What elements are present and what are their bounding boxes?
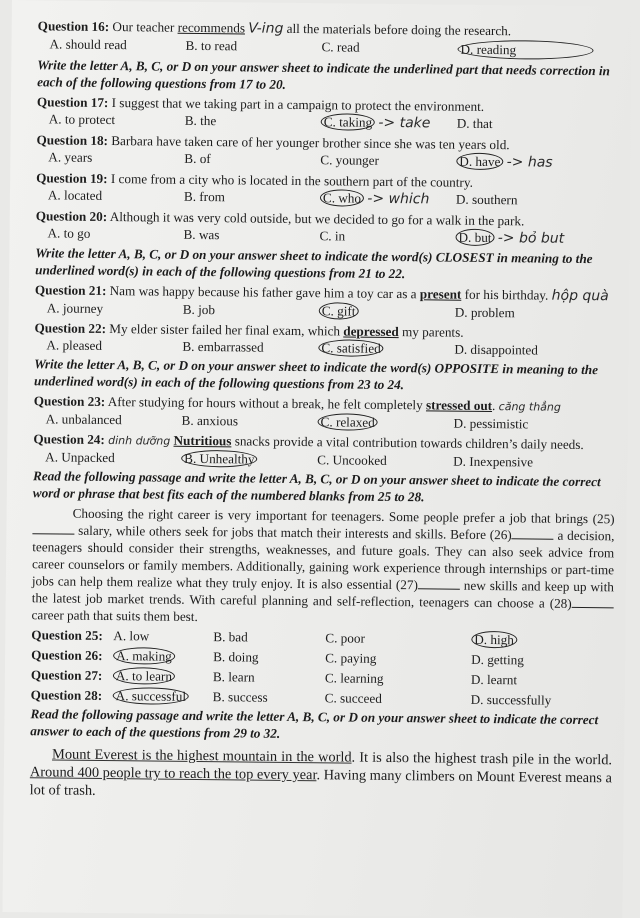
handwritten-correction: -> has [506,154,553,171]
option-a-selected: A. to learn [113,667,175,685]
handwritten-correction: -> which [367,190,430,208]
option-c-selected: C. who [320,189,364,206]
handwritten-note: căng thẳng [498,400,561,414]
option-a-selected: A. making [113,647,175,665]
blank-26 [512,538,554,539]
instruction-25-28: Read the following passage and write the letter A, B, C, or D on your answer sheet to indicate the correct word or phrase that best fits each of the numbered blanks from 25 to 28. [32,468,601,504]
option-b-selected: B. Unhealthy [181,450,258,468]
option-c-selected: C. satisfied [318,339,384,357]
question-23: Question 23: After studying for hours without a break, he felt completely stressed out. căng thẳng A. unbalanced B. anxious C. relaxed D. pessimistic [33,393,561,432]
options [37,35,619,60]
option-d-selected: D. have [456,153,503,170]
question-26: Question 26: A. making B. doing C. paying D. getting [31,647,524,668]
question-19: Question 19: I come from a city who is located in the southern part of the country. A. located B. from C. who -> which D. southern [36,170,518,208]
option-b: B. to read [185,37,238,54]
option-d-selected: D. high [471,631,517,648]
blank-25 [32,533,74,534]
question-label: Question 16: [37,18,110,35]
handwritten-note: V-ing [248,20,284,37]
option-c-selected: C. gift [319,302,359,319]
question-16: Question 16: Our teacher recommends V-ing all the materials before doing the research. A. should read B. to read C. read D. reading [37,17,619,60]
option-d-selected: D. reading [457,40,593,60]
option-c: C. read [321,39,360,55]
instruction-29-32: Read the following passage and write the letter A, B, C, or D on your answer sheet to indicate the correct answer to each of the questions from 29 to 32. [30,706,599,741]
passage-career: Choosing the right career is very important for teenagers. Some people prefer a job that brings (25) salary, while others seek for jobs that match their interests and skills. Before (26) a decision, teenagers should consider their strengths, weaknesses, and future goals. They can also seek advice from career counselors or family members. Additionally, gaining work experience through internships or part-time jobs can help them realize what they truly enjoy. It is also essential (27) new skills and keep up with the latest job market trends. With careful planning and self-reflection, teenagers can choose a (28) career path that suits them best. [31,505,615,624]
handwritten-note: dinh dưỡng [108,434,171,448]
question-27: Question 27: A. to learn B. learn C. learning D. learnt [30,667,518,688]
option-a: A. should read [49,36,127,53]
handwritten-correction: -> take [378,114,431,132]
instruction-17-20: Write the letter A, B, C, or D on your answer sheet to indicate the underlined part that needs correction in each of the following questions from 17 to 20. [37,57,610,92]
instruction-21-22: Write the letter A, B, C, or D on your answer sheet to indicate the word(s) CLOSEST in meaning to the underlined word(s) in each of the following questions from 21 to 22. [35,245,593,281]
option-a-selected: A. successful [113,687,190,705]
handwritten-note: hộp quà [551,287,609,305]
question-17: Question 17: I suggest that we taking part in a campaign to protect the environment. A. to protect B. the C. taking -> take D. that [36,94,493,132]
question-20: Question 20: Although it was very cold outside, but we decided to go for a walk in the park. A. to go B. was C. in D. but -> bỏ but [35,208,565,247]
underlined-word: recommends [177,19,246,36]
question-18: Question 18: Barbara have taken care of her younger brother since she was ten years old. A. years B. of C. younger D. have -> has [36,132,553,171]
instruction-23-24: Write the letter A, B, C, or D on your answer sheet to indicate the word(s) OPPOSITE in meaning to the underlined word(s) in each of the following questions from 23 to 24. [33,356,599,392]
option-d-selected: D. but [455,229,494,246]
passage-everest: Mount Everest is the highest mountain in the world. It is also the highest trash pile in the world. Around 400 people try to reach the top every year. Having many climbers on Mount Everest means a lot of trash. [29,746,613,799]
blank-28 [572,607,614,608]
question-28: Question 28: A. successful B. success C. succeed D. successfully [30,687,552,708]
option-c-selected: C. taking [321,113,376,131]
question-24: Question 24: dinh dưỡng Nutritious snacks provide a vital contribution towards children’s daily needs. A. Unpacked B. Unhealthy C. Uncooked D. Inexpensive [33,431,584,470]
worksheet-page [2,0,632,918]
blank-27 [418,588,460,589]
question-21: Question 21: Nam was happy because his father gave him a toy car as a present for his birthday. hộp quà A. journey B. job C. gift D. problem [34,282,609,321]
option-c-selected: C. relaxed [318,413,378,431]
question-25: Question 25: A. low B. bad C. poor D. high [31,626,613,649]
handwritten-correction: -> bỏ but [497,230,565,247]
question-22: Question 22: My elder sister failed her final exam, which depressed my parents. A. pleased B. embarrassed C. satisfied D. disappointed [34,320,538,358]
